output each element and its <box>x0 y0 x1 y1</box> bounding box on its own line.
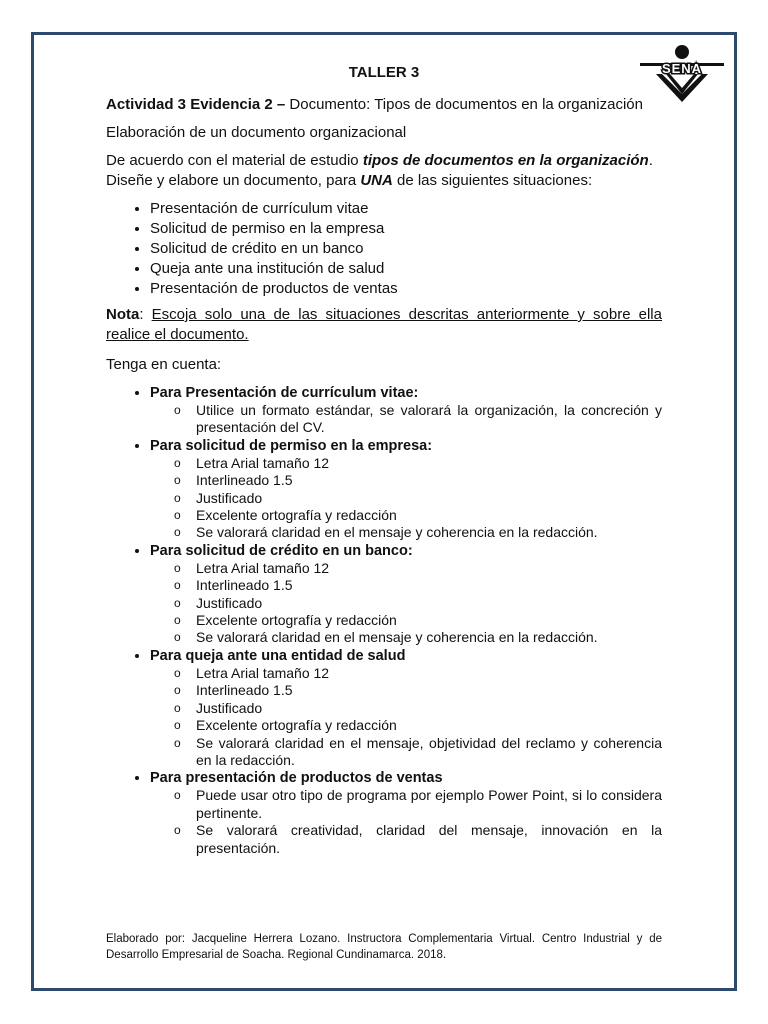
list-item: o Se valorará claridad en el mensaje y coherencia en la redacción. <box>196 524 662 541</box>
requirement-heading: Para queja ante una entidad de salud <box>150 647 406 664</box>
requirement-items <box>150 560 662 647</box>
page-title: TALLER 3 <box>348 64 420 81</box>
list-item: o Interlineado 1.5 <box>196 472 662 489</box>
list-item: o Se valorará creatividad, claridad del mensaje, innovación en la presentación. <box>196 822 662 857</box>
list-item: o Interlineado 1.5 <box>196 577 662 594</box>
list-item: • Presentación de productos de ventas <box>150 279 662 299</box>
logo-text: SENA <box>661 61 703 76</box>
emphasis-una: UNA <box>360 172 393 189</box>
requirement-credito <box>150 542 662 647</box>
emphasis-topic: tipos de documentos en la organización <box>362 152 649 169</box>
list-item: • Solicitud de crédito en un banco <box>150 239 662 259</box>
requirement-heading: Para Presentación de currículum vitae: <box>150 385 419 401</box>
list-item: • Queja ante una institución de salud <box>150 259 662 279</box>
tenga-heading: Tenga en cuenta: <box>106 356 222 373</box>
requirement-items <box>150 665 662 769</box>
requirement-heading: Para solicitud de crédito en un banco: <box>150 542 413 559</box>
list-item: o Se valorará claridad en el mensaje y coherencia en la redacción. <box>196 629 662 646</box>
list-item: o Letra Arial tamaño 12 <box>196 455 662 472</box>
requirement-items <box>150 402 662 437</box>
requirement-heading: Para presentación de productos de ventas <box>150 770 443 787</box>
requirement-ventas <box>150 769 662 857</box>
list-item: o Justificado <box>196 700 662 717</box>
list-item: o Letra Arial tamaño 12 <box>196 560 662 577</box>
requirement-items <box>150 787 662 857</box>
footer-credits: Elaborado por: Jacqueline Herrera Lozano. Instructora Complementaria Virtual. Centro Industrial y de Desarrollo Empresarial de Soacha. Regional Cundinamarca. 2018. <box>106 933 662 961</box>
list-item: o Excelente ortografía y redacción <box>196 717 662 734</box>
activity-description: Documento: Tipos de documentos en la organización <box>285 96 643 113</box>
list-item: o Justificado <box>196 490 662 507</box>
list-item: o Excelente ortografía y redacción <box>196 612 662 629</box>
requirement-items <box>150 455 662 542</box>
document-body <box>106 60 662 857</box>
activity-line <box>106 95 662 115</box>
list-item: o Puede usar otro tipo de programa por ejemplo Power Point, si lo considera pertinente. <box>196 787 662 822</box>
note-label: Nota <box>106 306 140 323</box>
requirements-list <box>106 384 662 857</box>
list-item: o Justificado <box>196 595 662 612</box>
list-item: o Utilice un formato estándar, se valorará la organización, la concreción y presentación del CV. <box>196 402 662 437</box>
situations-list <box>106 199 662 299</box>
intro-paragraph: De acuerdo con el material de estudio tipos de documentos en la organización. Diseñe y elabore un documento, para UNA de las siguientes situaciones: <box>106 152 653 189</box>
list-item: • Solicitud de permiso en la empresa <box>150 219 662 239</box>
requirement-cv <box>150 384 662 437</box>
list-item: o Se valorará claridad en el mensaje, objetividad del reclamo y coherencia en la redacción. <box>196 735 662 770</box>
note-paragraph: Nota: Escoja solo una de las situaciones descritas anteriormente y sobre ella realice el documento. <box>106 306 662 343</box>
requirement-queja <box>150 647 662 769</box>
list-item: o Excelente ortografía y redacción <box>196 507 662 524</box>
note-text: Escoja solo una de las situaciones descritas anteriormente y sobre ella realice el documento. <box>106 306 662 343</box>
requirement-heading: Para solicitud de permiso en la empresa: <box>150 437 433 454</box>
activity-label: Actividad 3 Evidencia 2 – <box>106 96 286 113</box>
requirement-permiso <box>150 437 662 542</box>
list-item: o Interlineado 1.5 <box>196 682 662 699</box>
list-item: • Presentación de currículum vitae <box>150 199 662 219</box>
list-item: o Letra Arial tamaño 12 <box>196 665 662 682</box>
elaboracion-line: Elaboración de un documento organizacional <box>106 124 407 141</box>
